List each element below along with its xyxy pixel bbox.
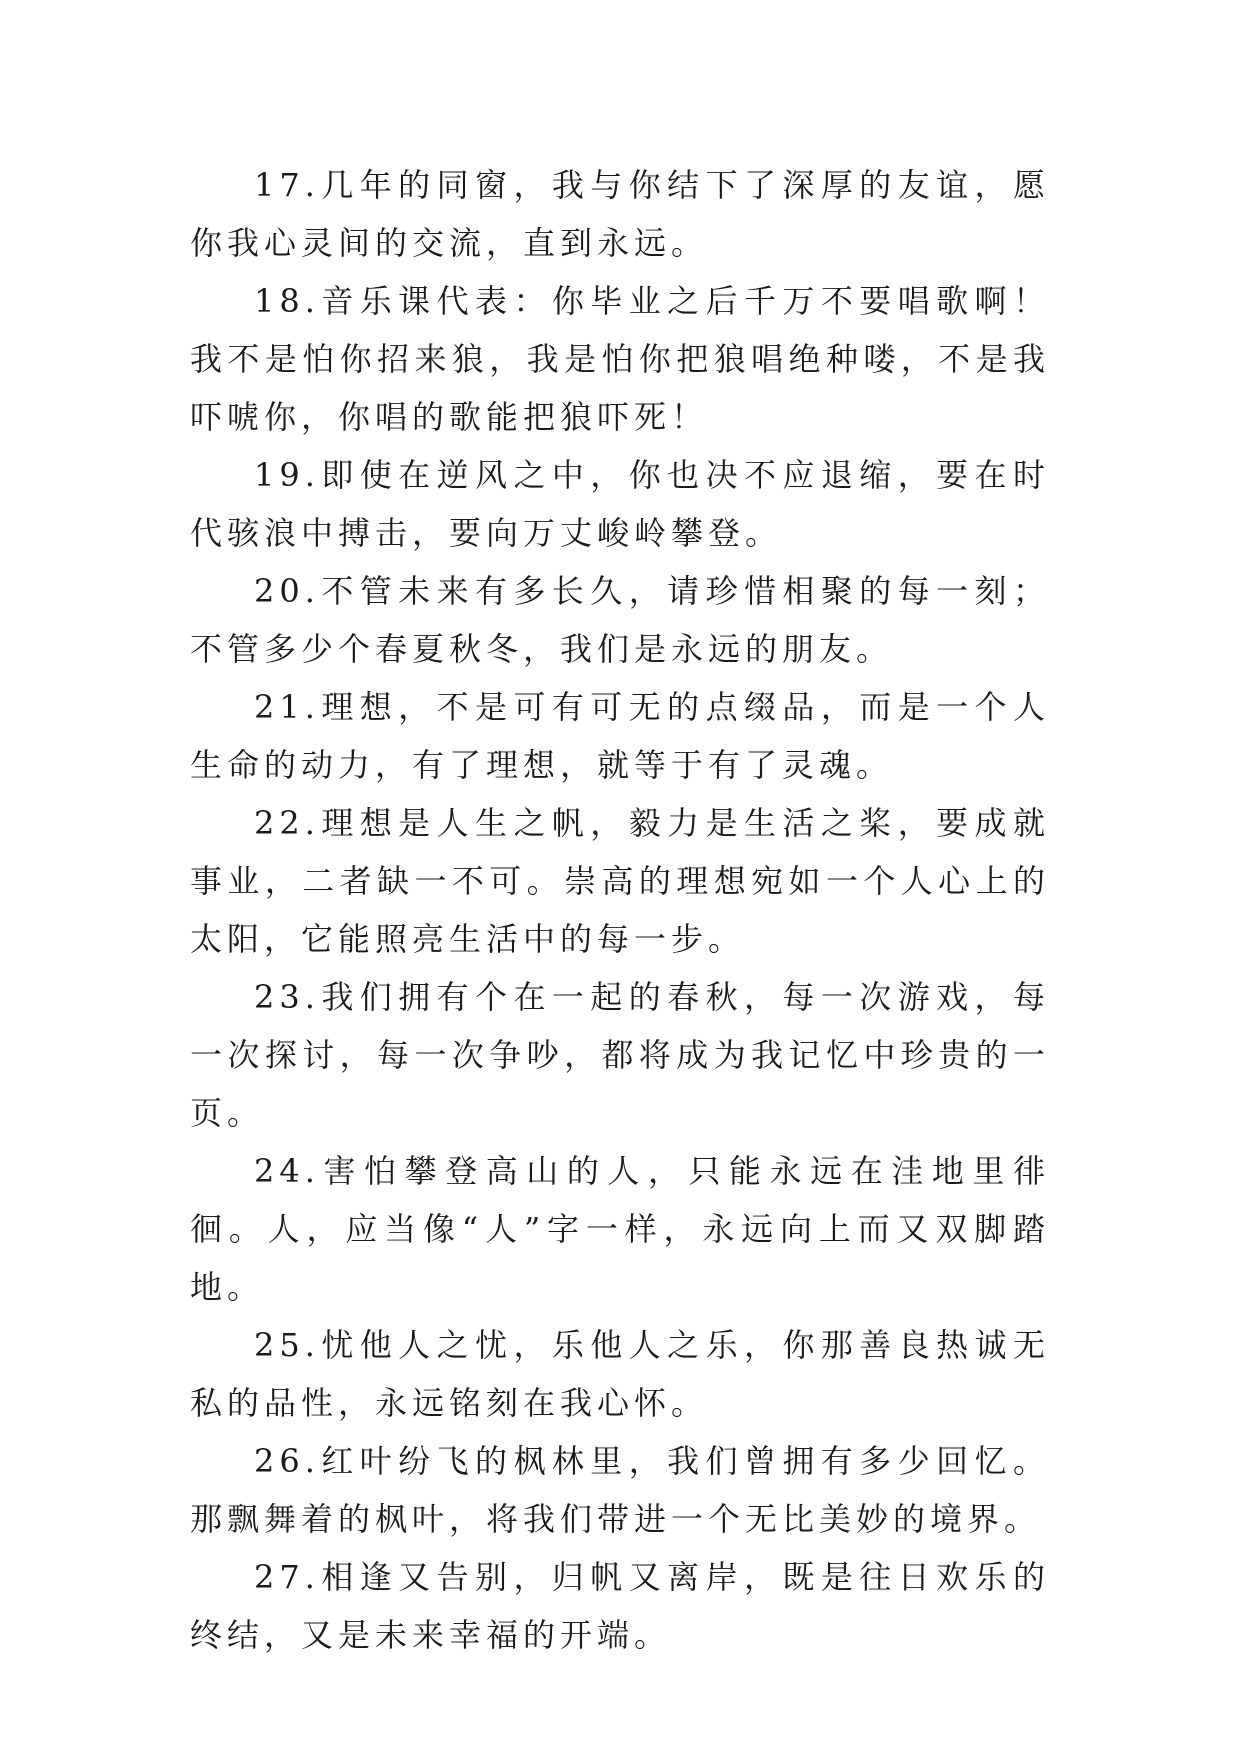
paragraph-21 <box>190 678 1050 794</box>
paragraph-24 <box>190 1142 1050 1316</box>
paragraph-20 <box>190 562 1050 678</box>
paragraph-number: 17. <box>254 166 320 204</box>
paragraph-text: 音乐课代表：你毕业之后千万不要唱歌啊！我不是怕你招来狼，我是怕你把狼唱绝种喽，不是我吓唬你，你唱的歌能把狼吓死！ <box>190 282 1050 436</box>
paragraph-text: 几年的同窗，我与你结下了深厚的友谊，愿你我心灵间的交流，直到永远。 <box>190 166 1050 262</box>
paragraph-18 <box>190 272 1050 446</box>
paragraph-17 <box>190 156 1050 272</box>
paragraph-number: 22. <box>254 804 320 842</box>
paragraph-number: 21. <box>254 688 320 726</box>
paragraph-text: 害怕攀登高山的人，只能永远在洼地里徘徊。人，应当像“人”字一样，永远向上而又双脚踏地。 <box>190 1152 1050 1306</box>
paragraph-19 <box>190 446 1050 562</box>
paragraph-number: 19. <box>254 456 320 494</box>
paragraph-23 <box>190 968 1050 1142</box>
paragraph-number: 18. <box>254 282 320 320</box>
paragraph-number: 25. <box>254 1326 320 1364</box>
paragraph-text: 忧他人之忧，乐他人之乐，你那善良热诚无私的品性，永远铭刻在我心怀。 <box>190 1326 1050 1422</box>
paragraph-number: 20. <box>254 572 320 610</box>
paragraph-25 <box>190 1316 1050 1432</box>
paragraph-text: 我们拥有个在一起的春秋，每一次游戏，每一次探讨，每一次争吵，都将成为我记忆中珍贵的一页。 <box>190 978 1050 1132</box>
paragraph-26 <box>190 1432 1050 1548</box>
paragraph-number: 27. <box>254 1558 320 1596</box>
paragraph-text: 理想，不是可有可无的点缀品，而是一个人生命的动力，有了理想，就等于有了灵魂。 <box>190 688 1050 784</box>
paragraph-number: 23. <box>254 978 320 1016</box>
paragraph-27 <box>190 1548 1050 1664</box>
paragraph-22 <box>190 794 1050 968</box>
paragraph-number: 24. <box>254 1152 320 1190</box>
paragraph-text: 不管未来有多长久，请珍惜相聚的每一刻；不管多少个春夏秋冬，我们是永远的朋友。 <box>190 572 1050 668</box>
paragraph-number: 26. <box>254 1442 320 1480</box>
paragraph-text: 红叶纷飞的枫林里，我们曾拥有多少回忆。那飘舞着的枫叶，将我们带进一个无比美妙的境界。 <box>190 1442 1050 1538</box>
paragraph-text: 即使在逆风之中，你也决不应退缩，要在时代骇浪中搏击，要向万丈峻岭攀登。 <box>190 456 1050 552</box>
paragraph-text: 相逢又告别，归帆又离岸，既是往日欢乐的终结，又是未来幸福的开端。 <box>190 1558 1050 1654</box>
document-body <box>190 156 1050 1664</box>
paragraph-text: 理想是人生之帆，毅力是生活之桨，要成就事业，二者缺一不可。崇高的理想宛如一个人心上的太阳，它能照亮生活中的每一步。 <box>190 804 1050 958</box>
